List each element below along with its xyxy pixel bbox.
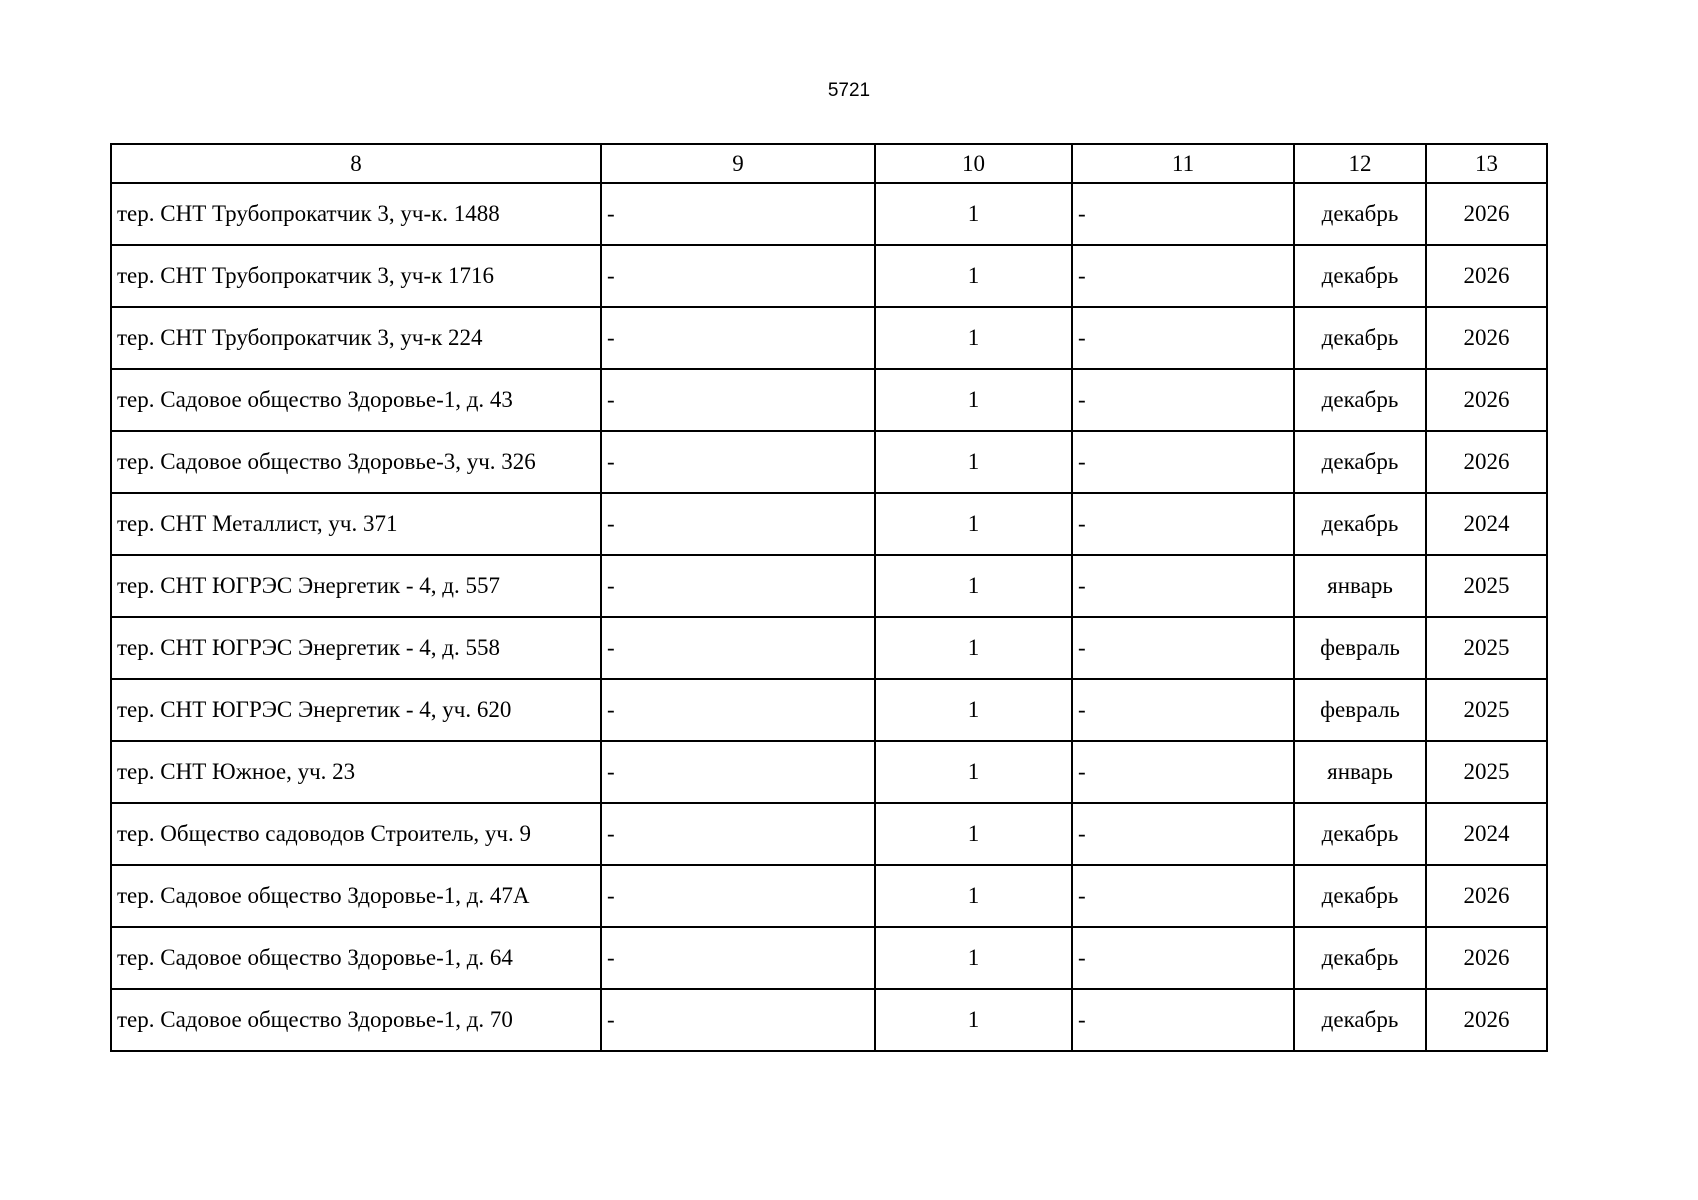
col11-cell: - <box>1072 927 1294 989</box>
col11-cell: - <box>1072 555 1294 617</box>
quantity-cell: 1 <box>875 865 1072 927</box>
month-cell: декабрь <box>1294 927 1426 989</box>
col9-cell: - <box>601 493 875 555</box>
year-cell: 2025 <box>1426 679 1547 741</box>
col9-cell: - <box>601 741 875 803</box>
year-cell: 2025 <box>1426 741 1547 803</box>
table-row <box>111 431 1547 493</box>
year-cell: 2026 <box>1426 927 1547 989</box>
col11-cell: - <box>1072 865 1294 927</box>
table-row <box>111 803 1547 865</box>
col9-cell: - <box>601 369 875 431</box>
column-header: 13 <box>1426 144 1547 183</box>
table-row <box>111 617 1547 679</box>
col11-cell: - <box>1072 369 1294 431</box>
month-cell: декабрь <box>1294 493 1426 555</box>
table-body <box>111 183 1547 1051</box>
table-row <box>111 183 1547 245</box>
col9-cell: - <box>601 989 875 1051</box>
col9-cell: - <box>601 803 875 865</box>
quantity-cell: 1 <box>875 989 1072 1051</box>
column-header: 10 <box>875 144 1072 183</box>
column-header: 11 <box>1072 144 1294 183</box>
quantity-cell: 1 <box>875 183 1072 245</box>
year-cell: 2024 <box>1426 493 1547 555</box>
address-cell: тер. Общество садоводов Строитель, уч. 9 <box>111 803 601 865</box>
address-cell: тер. СНТ ЮГРЭС Энергетик - 4, д. 557 <box>111 555 601 617</box>
table-row <box>111 493 1547 555</box>
col9-cell: - <box>601 617 875 679</box>
quantity-cell: 1 <box>875 617 1072 679</box>
col11-cell: - <box>1072 741 1294 803</box>
month-cell: декабрь <box>1294 307 1426 369</box>
month-cell: декабрь <box>1294 369 1426 431</box>
col11-cell: - <box>1072 183 1294 245</box>
year-cell: 2024 <box>1426 803 1547 865</box>
quantity-cell: 1 <box>875 555 1072 617</box>
address-cell: тер. Садовое общество Здоровье-1, д. 47А <box>111 865 601 927</box>
year-cell: 2025 <box>1426 617 1547 679</box>
month-cell: декабрь <box>1294 431 1426 493</box>
quantity-cell: 1 <box>875 431 1072 493</box>
col11-cell: - <box>1072 617 1294 679</box>
year-cell: 2025 <box>1426 555 1547 617</box>
column-header: 12 <box>1294 144 1426 183</box>
month-cell: февраль <box>1294 679 1426 741</box>
month-cell: декабрь <box>1294 183 1426 245</box>
month-cell: декабрь <box>1294 989 1426 1051</box>
year-cell: 2026 <box>1426 989 1547 1051</box>
col11-cell: - <box>1072 679 1294 741</box>
col9-cell: - <box>601 307 875 369</box>
quantity-cell: 1 <box>875 369 1072 431</box>
table-row <box>111 307 1547 369</box>
table-row <box>111 369 1547 431</box>
col9-cell: - <box>601 679 875 741</box>
year-cell: 2026 <box>1426 183 1547 245</box>
table-row <box>111 927 1547 989</box>
month-cell: декабрь <box>1294 245 1426 307</box>
quantity-cell: 1 <box>875 741 1072 803</box>
data-table <box>110 143 1548 1052</box>
address-cell: тер. СНТ Трубопрокатчик 3, уч-к 1716 <box>111 245 601 307</box>
col9-cell: - <box>601 245 875 307</box>
col9-cell: - <box>601 183 875 245</box>
col9-cell: - <box>601 927 875 989</box>
column-header: 8 <box>111 144 601 183</box>
address-cell: тер. Садовое общество Здоровье-1, д. 64 <box>111 927 601 989</box>
year-cell: 2026 <box>1426 865 1547 927</box>
quantity-cell: 1 <box>875 927 1072 989</box>
page-number: 5721 <box>827 80 871 101</box>
col11-cell: - <box>1072 989 1294 1051</box>
year-cell: 2026 <box>1426 307 1547 369</box>
col11-cell: - <box>1072 307 1294 369</box>
quantity-cell: 1 <box>875 493 1072 555</box>
table-header-row <box>111 144 1547 183</box>
col11-cell: - <box>1072 493 1294 555</box>
table-row <box>111 679 1547 741</box>
month-cell: январь <box>1294 555 1426 617</box>
quantity-cell: 1 <box>875 245 1072 307</box>
address-cell: тер. Садовое общество Здоровье-3, уч. 326 <box>111 431 601 493</box>
address-cell: тер. Садовое общество Здоровье-1, д. 70 <box>111 989 601 1051</box>
table-row <box>111 741 1547 803</box>
address-cell: тер. СНТ Трубопрокатчик 3, уч-к. 1488 <box>111 183 601 245</box>
table-row <box>111 245 1547 307</box>
col9-cell: - <box>601 865 875 927</box>
table-row <box>111 989 1547 1051</box>
table-row <box>111 555 1547 617</box>
col9-cell: - <box>601 555 875 617</box>
quantity-cell: 1 <box>875 679 1072 741</box>
address-cell: тер. Садовое общество Здоровье-1, д. 43 <box>111 369 601 431</box>
year-cell: 2026 <box>1426 369 1547 431</box>
quantity-cell: 1 <box>875 803 1072 865</box>
column-header: 9 <box>601 144 875 183</box>
col11-cell: - <box>1072 803 1294 865</box>
address-cell: тер. СНТ Южное, уч. 23 <box>111 741 601 803</box>
address-cell: тер. СНТ Металлист, уч. 371 <box>111 493 601 555</box>
address-cell: тер. СНТ ЮГРЭС Энергетик - 4, уч. 620 <box>111 679 601 741</box>
address-cell: тер. СНТ Трубопрокатчик 3, уч-к 224 <box>111 307 601 369</box>
col11-cell: - <box>1072 245 1294 307</box>
address-cell: тер. СНТ ЮГРЭС Энергетик - 4, д. 558 <box>111 617 601 679</box>
year-cell: 2026 <box>1426 431 1547 493</box>
col11-cell: - <box>1072 431 1294 493</box>
month-cell: декабрь <box>1294 803 1426 865</box>
month-cell: февраль <box>1294 617 1426 679</box>
month-cell: январь <box>1294 741 1426 803</box>
quantity-cell: 1 <box>875 307 1072 369</box>
year-cell: 2026 <box>1426 245 1547 307</box>
col9-cell: - <box>601 431 875 493</box>
table-row <box>111 865 1547 927</box>
month-cell: декабрь <box>1294 865 1426 927</box>
